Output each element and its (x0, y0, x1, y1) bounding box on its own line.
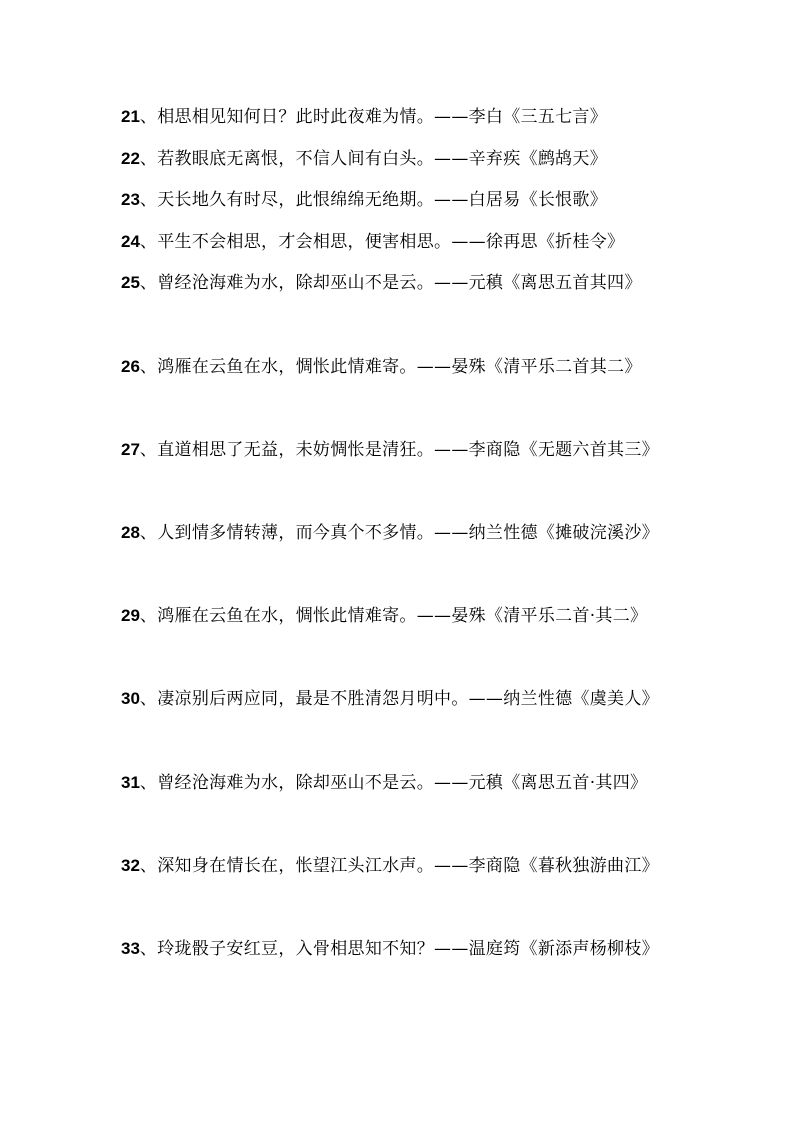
line-number: 24 (121, 232, 140, 251)
line-number: 32 (121, 856, 140, 875)
poem-line-25 (121, 272, 721, 294)
line-separator: 、 (139, 606, 158, 626)
line-number: 21 (121, 107, 140, 126)
poem-line-22 (121, 148, 721, 170)
line-number: 22 (121, 149, 140, 168)
line-separator: 、 (139, 357, 158, 377)
line-separator: 、 (139, 232, 158, 252)
poem-line-28 (121, 522, 721, 544)
line-text: 鸿雁在云鱼在水，惆怅此情难寄。——晏殊《清平乐二首其二》 (157, 357, 642, 377)
line-number: 23 (121, 190, 140, 209)
line-text: 曾经沧海难为水，除却巫山不是云。——元稹《离思五首·其四》 (157, 773, 648, 793)
line-separator: 、 (139, 856, 158, 876)
line-separator: 、 (139, 773, 158, 793)
line-text: 相思相见知何日？此时此夜难为情。——李白《三五七言》 (157, 107, 608, 127)
line-separator: 、 (139, 190, 158, 210)
line-separator: 、 (139, 523, 158, 543)
line-text: 凄凉别后两应同，最是不胜清怨月明中。——纳兰性德《虞美人》 (157, 689, 659, 709)
line-text: 曾经沧海难为水，除却巫山不是云。——元稹《离思五首其四》 (157, 273, 642, 293)
line-number: 26 (121, 357, 140, 376)
line-number: 30 (121, 689, 140, 708)
line-separator: 、 (139, 107, 158, 127)
poem-line-27 (121, 439, 721, 461)
line-text: 天长地久有时尽，此恨绵绵无绝期。——白居易《长恨歌》 (157, 190, 608, 210)
line-text: 玲珑骰子安红豆，入骨相思知不知？——温庭筠《新添声杨柳枝》 (157, 939, 659, 959)
poem-line-30 (121, 688, 721, 710)
line-text: 若教眼底无离恨，不信人间有白头。——辛弃疾《鹧鸪天》 (157, 149, 608, 169)
line-separator: 、 (139, 939, 158, 959)
poem-line-33 (121, 938, 721, 960)
line-number: 27 (121, 440, 140, 459)
poem-line-24 (121, 231, 721, 253)
line-separator: 、 (139, 149, 158, 169)
line-number: 33 (121, 939, 140, 958)
line-separator: 、 (139, 273, 158, 293)
line-text: 深知身在情长在，怅望江头江水声。——李商隐《暮秋独游曲江》 (157, 856, 659, 876)
line-text: 人到情多情转薄，而今真个不多情。——纳兰性德《摊破浣溪沙》 (157, 523, 659, 543)
line-text: 平生不会相思，才会相思，便害相思。——徐再思《折桂令》 (157, 232, 625, 252)
line-number: 31 (121, 773, 140, 792)
poem-line-23 (121, 189, 721, 211)
poem-line-26 (121, 356, 721, 378)
line-separator: 、 (139, 689, 158, 709)
line-number: 28 (121, 523, 140, 542)
poem-line-31 (121, 772, 721, 794)
line-number: 25 (121, 273, 140, 292)
line-text: 鸿雁在云鱼在水，惆怅此情难寄。——晏殊《清平乐二首·其二》 (157, 606, 648, 626)
poem-line-32 (121, 855, 721, 877)
line-text: 直道相思了无益，未妨惆怅是清狂。——李商隐《无题六首其三》 (157, 440, 659, 460)
line-separator: 、 (139, 440, 158, 460)
poem-line-21 (121, 106, 721, 128)
poem-line-29 (121, 605, 721, 627)
line-number: 29 (121, 606, 140, 625)
